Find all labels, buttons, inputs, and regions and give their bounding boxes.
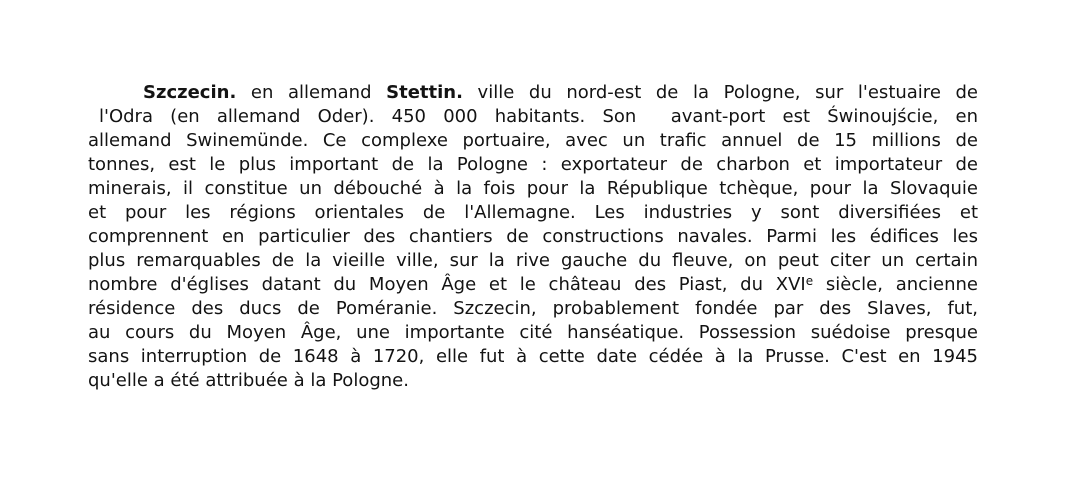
article-line (88, 225, 978, 249)
text-segment: résidence des ducs de Poméranie. Szczecin, probablement fondée par des Slaves, fut, (88, 298, 978, 319)
text-segment: l'Odra (en allemand Oder). 450 000 habitants. Son avant-port est Świnoujście, en (99, 106, 978, 127)
text-segment: allemand Swinemünde. Ce complexe portuaire, avec un trafic annuel de 15 millions de (88, 130, 978, 151)
text-segment: nombre d'églises datant du Moyen Âge et le château des Piast, du XVI (88, 274, 806, 295)
article-text (88, 81, 978, 393)
text-segment: minerais, il constitue un débouché à la fois pour la République tchèque, pour la Slovaquie (88, 178, 978, 199)
text-segment: comprennent en particulier des chantiers de constructions navales. Parmi les édifices les (88, 226, 978, 247)
text-segment: tonnes, est le plus important de la Pologne : exportateur de charbon et importateur de (88, 154, 978, 175)
article-line (88, 105, 978, 129)
article-line (88, 273, 978, 297)
superscript-ordinal: e (805, 274, 814, 288)
article-line (88, 153, 978, 177)
text-segment: plus remarquables de la vieille ville, sur la rive gauche du fleuve, on peut citer un certain (88, 250, 978, 271)
text-segment: qu'elle a été attribuée à la Pologne. (88, 370, 409, 391)
article-line (88, 177, 978, 201)
article-line (88, 81, 978, 105)
article-line (88, 321, 978, 345)
text-segment: ville du nord-est de la Pologne, sur l'estuaire de (462, 82, 978, 103)
article-line (88, 129, 978, 153)
bold-term: Szczecin. (143, 82, 237, 103)
article-line (88, 297, 978, 321)
text-segment: sans interruption de 1648 à 1720, elle fut à cette date cédée à la Prusse. C'est en 1945 (88, 346, 978, 367)
article-line (88, 201, 978, 225)
text-segment: au cours du Moyen Âge, une importante cité hanséatique. Possession suédoise presque (88, 322, 978, 343)
bold-term: Stettin. (386, 82, 463, 103)
text-segment: en allemand (236, 82, 387, 103)
text-segment: et pour les régions orientales de l'Allemagne. Les industries y sont diversifiées et (88, 202, 978, 223)
article-line (88, 369, 978, 393)
article-line (88, 249, 978, 273)
text-segment: siècle, ancienne (813, 274, 979, 295)
article-line (88, 345, 978, 369)
